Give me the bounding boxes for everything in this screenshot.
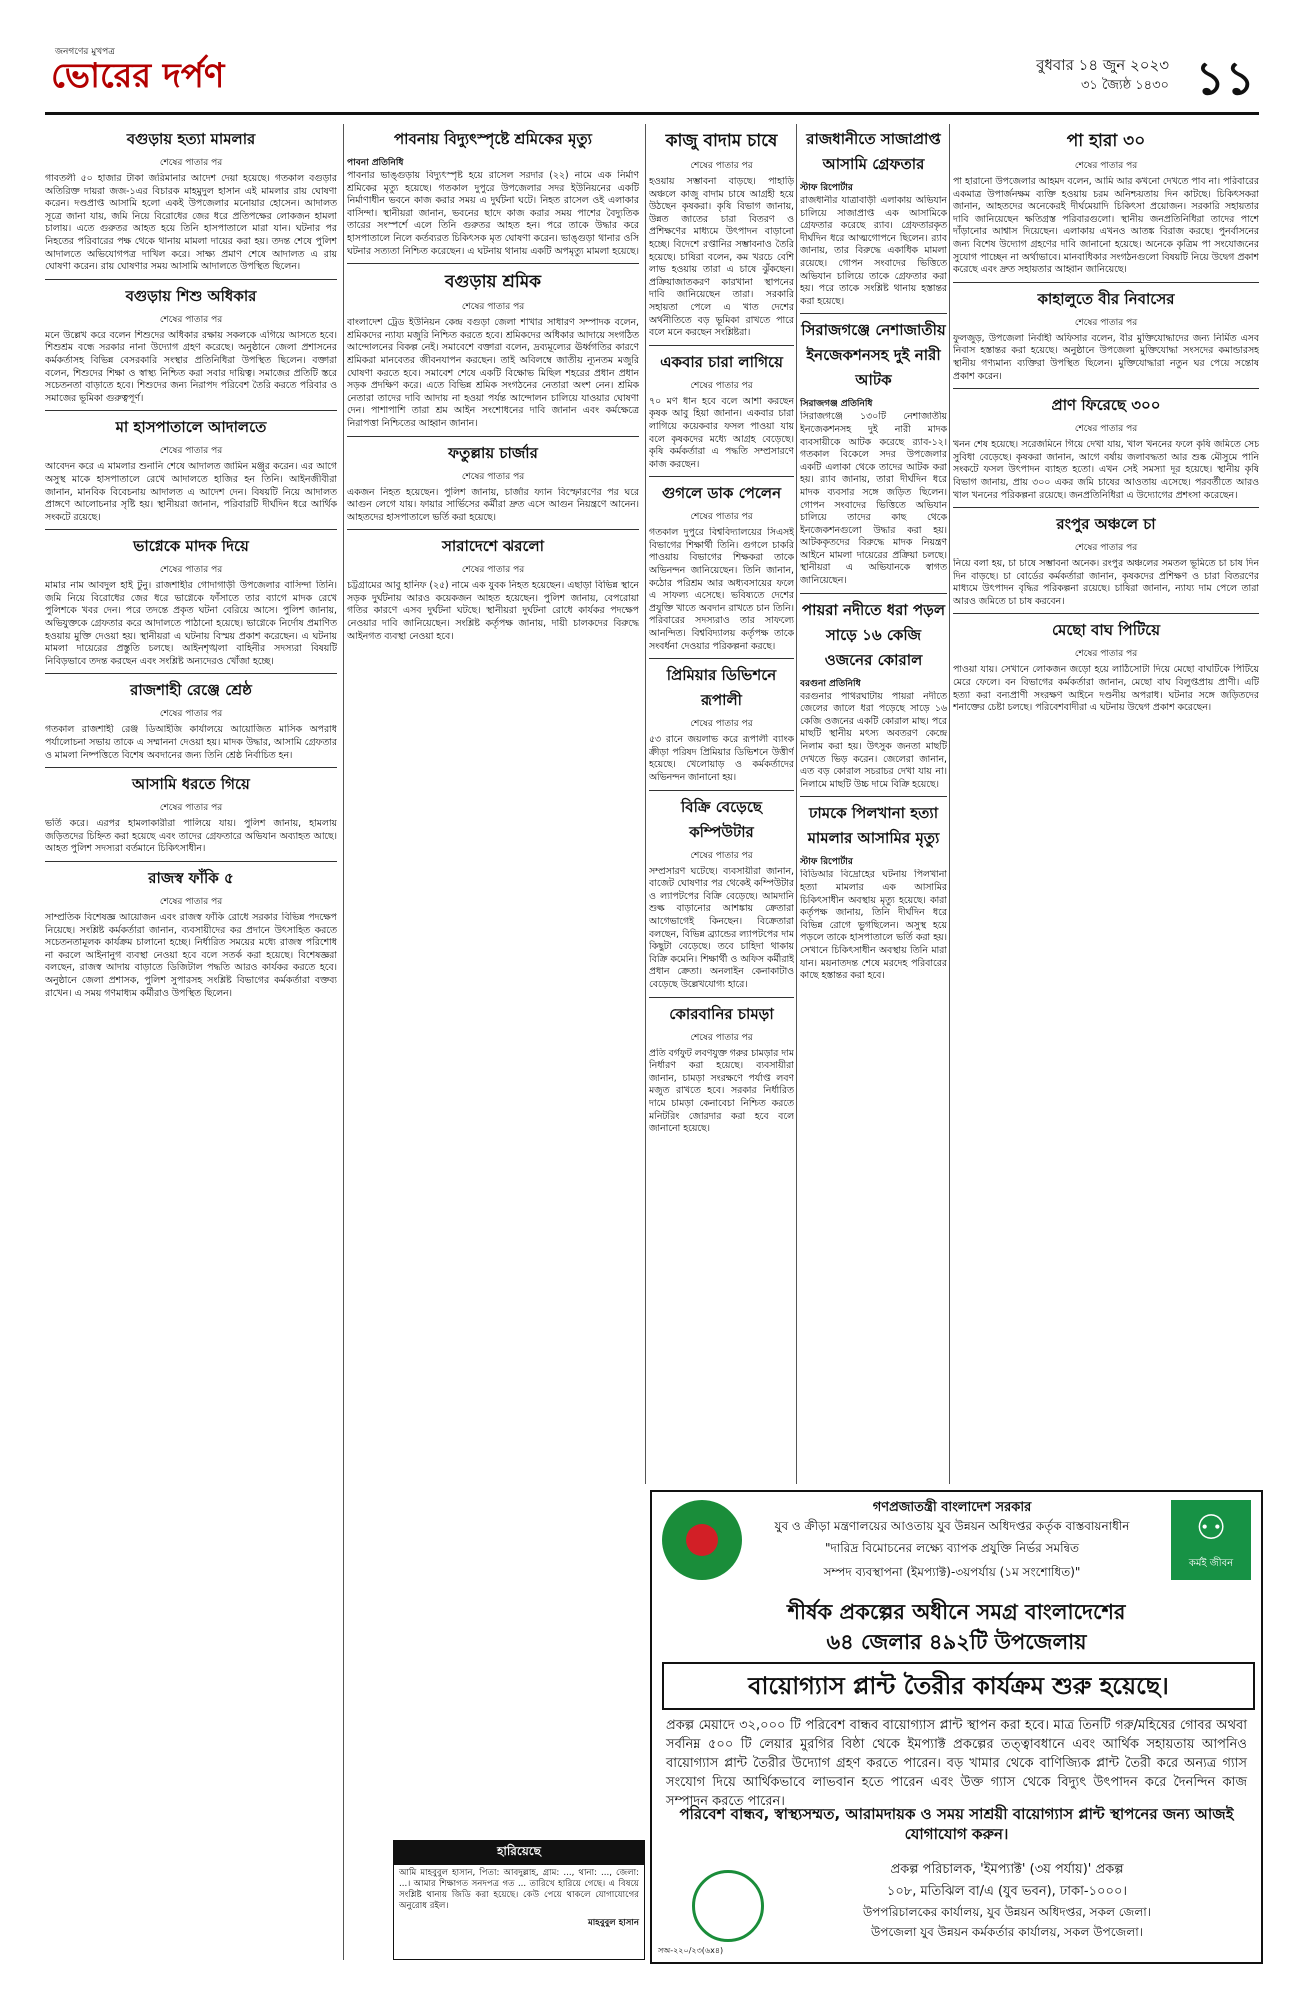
article-headline: সিরাজগঞ্জে নেশাজাতীয় ইনজেকশনসহ দুই নারী আটক — [801, 321, 946, 390]
article-headline: আসামি ধরতে গিয়ে — [132, 775, 250, 794]
article-continuation: শেষের পাতার পর — [159, 803, 223, 814]
ad-address-1: প্রকল্প পরিচালক, 'ইমপ্যাক্ট' (৩য় পর্যায়)' প্রকল্প — [890, 1862, 1124, 1877]
article-byline: সিরাজগঞ্জ প্রতিনিধি — [800, 399, 873, 410]
article-byline: পাবনা প্রতিনিধি — [347, 158, 404, 168]
article-body: ৭০ মণ ধান হবে বলে আশা করছেন কৃষক আবু হিয়া জানান। একবার চারা লাগিয়ে কয়েকবার ফসল পাওয়া যায় বলে কৃষকদের মধ্যে আগ্রহ বেড়েছে। কৃষি কর্মকর্তারা এ পদ্ধতি সম্প্রসারণে কাজ করছেন। — [649, 395, 794, 470]
article-headline: প্রাণ ফিরেছে ৩০০ — [1051, 396, 1161, 415]
column-divider — [343, 124, 344, 1960]
news-article — [347, 436, 639, 525]
article-headline: কোরবানির চামড়া — [669, 1004, 774, 1023]
article-headline: পায়রা নদীতে ধরা পড়ল সাড়ে ১৬ কেজি ওজনের কোরাল — [801, 600, 946, 669]
people-icon: ⚇ — [1195, 1508, 1227, 1548]
article-divider — [649, 997, 794, 998]
article-body: মনে উল্লেখ করে বলেন শিশুদের অধিকার রক্ষায় সকলকে এগিয়ে আসতে হবে। শিশুশ্রম বন্ধে সরকার নানা উদ্যোগ গ্রহণ করেছে। অনুষ্ঠানে জেলা প্রশাসনের কর্মকর্তাসহ বিভিন্ন বেসরকারি সংস্থার প্রতিনিধিরা উপস্থিত ছিলেন। বক্তারা বলেন, শিশুদের শিক্ষা ও স্বাস্থ্য নিশ্চিত করা সবার দায়িত্ব। সমাজের প্রতিটি স্তরে সচেতনতা বাড়াতে হবে। শিশুদের জন্য নিরাপদ পরিবেশ তৈরি করতে পরিবার ও সমাজের ভূমিকা গুরুত্বপূর্ণ। — [45, 329, 337, 404]
article-continuation: শেষের পাতার পর — [159, 897, 223, 907]
news-article — [347, 128, 639, 258]
article-body: পা হারানো উপজেলার আহমদ বলেন, আমি আর কখনো দেখতে পাব না। পরিবারের একমাত্র উপার্জনক্ষম ব্যক্তি হওয়ায় চরম অনিশ্চয়তায় দিন কাটছে। চিকিৎসকরা জানান, আহতদের অনেকেরই দীর্ঘমেয়াদি চিকিৎসা প্রয়োজন। সরকারি সহায়তার দাবি জানিয়েছেন ক্ষতিগ্রস্ত পরিবারগুলো। স্থানীয় জনপ্রতিনিধিরা তাদের পাশে দাঁড়ানোর আশ্বাস দিয়েছেন। এলাকায় এখনও আতঙ্ক বিরাজ করছে। পুনর্বাসনের জন্য বিশেষ উদ্যোগ গ্রহণের দাবি জানানো হয়েছে। অনেকে কৃত্রিম পা সংযোজনের সুযোগ পাচ্ছেন না অর্থাভাবে। মানবাধিকার সংগঠনগুলো বিষয়টি নিয়ে উদ্বেগ প্রকাশ করেছে এবং দ্রুত সহায়তার আহ্বান জানিয়েছে। — [953, 176, 1259, 276]
article-divider — [45, 767, 337, 768]
news-article — [45, 128, 337, 274]
article-headline: রংপুর অঞ্চলে চা — [1056, 515, 1156, 534]
article-headline: ভাগ্নেকে মাদক দিয়ে — [133, 537, 249, 556]
news-article — [45, 767, 337, 856]
article-headline: গুগলে ডাক পেলেন — [661, 484, 782, 503]
article-divider — [649, 345, 794, 346]
article-headline: ফতুল্লায় চার্জার — [448, 443, 538, 462]
article-divider — [649, 476, 794, 477]
article-continuation: শেষের পাতার পর — [1074, 317, 1138, 328]
article-continuation: শেষের পাতার পর — [1074, 424, 1138, 435]
news-article — [800, 128, 947, 308]
article-body: ৫৩ রানে জয়লাভ করে রূপালী ব্যাংক ক্রীড়া পরিষদ প্রিমিয়ার ডিভিশনে উত্তীর্ণ হয়েছে। খেলোয়াড় ও কর্মকর্তাদের অভিনন্দন জানানো হয়। — [649, 734, 794, 783]
article-body: ভর্তি করে। এরপর হামলাকারীরা পালিয়ে যায়। পুলিশ জানায়, হামলায় জড়িতদের চিহ্নিত করা হয়েছে এবং তাদের গ্রেফতারে অভিযান অব্যাহত আছে। আহত পুলিশ সদস্যরা বর্তমানে চিকিৎসাধীন। — [45, 818, 337, 855]
article-headline: বগুড়ায় শিশু অধিকার — [125, 286, 257, 305]
ad-line-6: ৬৪ জেলার ৪৯২টি উপজেলায় — [826, 1629, 1087, 1654]
article-headline: পাবনায় বিদ্যুৎস্পৃষ্টে শ্রমিকের মৃত্যু — [393, 130, 593, 148]
lost-notice-signature: মাহবুবুল হাসান — [587, 1918, 639, 1928]
article-headline: পা হারা ৩০ — [1066, 131, 1146, 151]
news-column — [347, 124, 639, 1836]
article-continuation: শেষের পাতার পর — [159, 446, 223, 457]
news-article — [45, 529, 337, 668]
article-divider — [347, 436, 639, 437]
article-continuation: শেষের পাতার পর — [159, 709, 223, 720]
article-body: হওয়ায় সম্ভাবনা বাড়ছে। পাহাড়ি অঞ্চলে কাজু বাদাম চাষে আগ্রহী হয়ে উঠছেন কৃষকরা। কৃষি বিভাগ জানায়, উন্নত জাতের চারা বিতরণ ও প্রশিক্ষণের মাধ্যমে উৎপাদন বাড়ানো হচ্ছে। বিদেশে রপ্তানির সম্ভাবনাও তৈরি হয়েছে। চাষিরা বলেন, কম খরচে বেশি লাভ হওয়ায় তারা এ চাষে ঝুঁকছেন। প্রক্রিয়াজাতকরণ কারখানা স্থাপনের দাবি জানিয়েছেন তারা। সরকারি সহায়তা পেলে এ খাত দেশের অর্থনীতিতে বড় ভূমিকা রাখতে পারে বলে মনে করছেন সংশ্লিষ্টরা। — [649, 176, 794, 339]
news-article — [953, 388, 1259, 502]
news-article — [347, 263, 639, 430]
article-byline: স্টাফ রিপোর্টার — [800, 183, 853, 193]
article-body: একজন নিহত হয়েছেন। পুলিশ জানায়, চার্জার ফ্যান বিস্ফোরণের পর ঘরে আগুন লেগে যায়। ফায়ার সার্ভিসের কর্মীরা দ্রুত এসে আগুন নিয়ন্ত্রণে আনেন। আহতদের হাসপাতালে ভর্তি করা হয়েছে। — [347, 486, 639, 523]
article-headline: রাজধানীতে সাজাপ্রাপ্ত আসামি গ্রেফতার — [806, 130, 941, 173]
article-divider — [800, 593, 947, 594]
article-body: গতকাল রাজশাহী রেঞ্জ ডিআইজি কার্যালয়ে আয়োজিত মাসিক অপরাধ পর্যালোচনা সভায় তাকে এ সম্মাননা দেওয়া হয়। মাদক উদ্ধার, আসামি গ্রেফতার ও মামলা নিষ্পত্তিতে বিশেষ অবদানের জন্য তিনি শ্রেষ্ঠ নির্বাচিত হন। — [45, 724, 337, 761]
ad-call-to-action: পরিবেশ বান্ধব, স্বাস্থ্যসম্মত, আরামদায়ক ও সময় সাশ্রয়ী বায়োগ্যাস প্লান্ট স্থাপনের জন্য আজই যোগাযোগ করুন। — [679, 1805, 1234, 1843]
news-article — [649, 476, 794, 653]
article-headline: বগুড়ায় হত্যা মামলার — [126, 130, 256, 148]
news-article — [649, 658, 794, 784]
article-body: প্রতি বর্গফুট লবণযুক্ত গরুর চামড়ার দাম নির্ধারণ করা হয়েছে। ব্যবসায়ীরা জানান, চামড়া সংরক্ষণে পর্যাপ্ত লবণ মজুত রাখতে হবে। সরকার নির্ধারিত দামে চামড়া কেনাবেচা নিশ্চিত করতে মনিটরিং জোরদার করা হবে বলে জানানো হয়েছে। — [649, 1047, 794, 1135]
issue-date: বুধবার ১৪ জুন ২০২৩ — [1036, 56, 1169, 74]
news-article — [953, 613, 1259, 714]
lost-notice — [393, 1840, 645, 1960]
news-article — [649, 128, 794, 340]
article-continuation: শেষের পাতার পর — [690, 850, 753, 861]
masthead — [45, 40, 1259, 115]
article-continuation: শেষের পাতার পর — [461, 471, 525, 482]
article-divider — [649, 790, 794, 791]
article-continuation: শেষের পাতার পর — [690, 1032, 753, 1043]
news-article — [347, 529, 639, 643]
ad-line-2: যুব ও ক্রীড়া মন্ত্রণালয়ের আওতায় যুব উন্নয়ন অধিদপ্তর কর্তৃক বাস্তবায়নাধীন — [774, 1519, 1130, 1533]
news-article — [45, 673, 337, 762]
bangla-date: ৩১ জ্যৈষ্ঠ ১৪৩০ — [1080, 78, 1169, 93]
article-headline: রাজশাহী রেঞ্জে শ্রেষ্ঠ — [130, 681, 252, 700]
news-article — [649, 790, 794, 992]
article-body: বাংলাদেশ ট্রেড ইউনিয়ন কেন্দ্র বগুড়া জেলা শাখার সাধারণ সম্পাদক বলেন, শ্রমিকদের ন্যায্য মজুরি নিশ্চিত করতে হবে। শ্রমিকদের অধিকার আদায়ে সংগঠিত আন্দোলনের বিকল্প নেই। সমাবেশে বক্তারা বলেন, দ্রব্যমূল্যের ঊর্ধ্বগতির কারণে শ্রমিকরা মানবেতর জীবনযাপন করছেন। তাই অবিলম্বে জাতীয় ন্যূনতম মজুরি ঘোষণা করতে হবে। সমাবেশ শেষে একটি বিক্ষোভ মিছিল শহরের প্রধান প্রধান সড়ক প্রদক্ষিণ করে। এতে বিভিন্ন শ্রমিক সংগঠনের নেতারা অংশ নেন। শ্রমিক নেতারা তাদের দাবি আদায় না হওয়া পর্যন্ত আন্দোলন চালিয়ে যাওয়ার ঘোষণা দেন। পাশাপাশি তারা শ্রম আইন সংশোধনের দাবি জানান এবং কর্মক্ষেত্রে নিরাপত্তা নিশ্চিতের আহ্বান জানান। — [347, 317, 639, 429]
article-body: পাবনার ভাঙ্গুড়ায় বিদ্যুৎস্পৃষ্ট হয়ে রাসেল সরদার (২২) নামে এক নির্মাণ শ্রমিকের মৃত্যু হয়েছে। গতকাল দুপুরে উপজেলার সদর ইউনিয়নের একটি নির্মাণাধীন ভবনে কাজ করার সময় এ দুর্ঘটনা ঘটে। নিহত রাসেল ওই এলাকার বাসিন্দা। স্থানীয়রা জানান, ভবনের ছাদে কাজ করার সময় পাশের বৈদ্যুতিক তারের সংস্পর্শে এলে তিনি গুরুতর আহত হন। পরে তাকে উদ্ধার করে হাসপাতালে নিলে কর্তব্যরত চিকিৎসক মৃত ঘোষণা করেন। ভাঙ্গুড়া থানার ওসি ঘটনার সত্যতা নিশ্চিত করেছেন। এ ঘটনায় থানায় একটি অপমৃত্যু মামলা হয়েছে। — [347, 170, 639, 257]
article-headline: সারাদেশে ঝরলো — [441, 537, 545, 556]
ad-body: প্রকল্প মেয়াদে ৩২,০০০ টি পরিবেশ বান্ধব বায়োগ্যাস প্লান্ট স্থাপন করা হবে। মাত্র তিনটি গরু/মহিষের গোবর অথবা সর্বনিম্ন ৫০০ টি লেয়ার মুরগির বিষ্ঠা থেকে ইমপ্যাক্ট প্রকল্পের তত্ত্বাবধানে এবং আর্থিক সহায়তায় আপনিও বায়োগ্যাস প্লান্ট তৈরীর উদ্যোগ গ্রহণ করতে পারেন। বড় খামার থেকে বাণিজ্যিক প্লান্ট তৈরী করে অন্যত্র গ্যাস সংযোগ দিয়ে আর্থিকভাবে লাভবান হতে পারেন এবং উক্ত গ্যাস থেকে বিদ্যুৎ উৎপাদন করে দৈনন্দিন কাজ সম্পাদন করতে পারেন। — [666, 1718, 1247, 1809]
article-body: খনন শেষ হয়েছে। সরেজমিনে গিয়ে দেখা যায়, খাল খননের ফলে কৃষি জমিতে সেচ সুবিধা বেড়েছে। কৃষকরা জানান, আগে বর্ষায় জলাবদ্ধতা আর শুষ্ক মৌসুমে পানি সংকটে ফসল উৎপাদন ব্যাহত হতো। এখন সেই সমস্যা দূর হয়েছে। স্থানীয় কৃষি বিভাগ জানায়, প্রায় ৩০০ একর জমি চাষের আওতায় এসেছে। পরবর্তীতে আরও খাল খননের পরিকল্পনা রয়েছে। জনপ্রতিনিধিরা এ উদ্যোগের প্রশংসা করেছেন। — [953, 439, 1259, 501]
ad-address-4: উপজেলা যুব উন্নয়ন কর্মকর্তার কার্যালয়, সকল উপজেলা। — [870, 1925, 1144, 1939]
lost-notice-text: আমি মাহবুবুল হাসান, পিতা: আবদুল্লাহ, গ্রাম: ..., থানা: ..., জেলা: ...। আমার শিক্ষাগত সনদপত্র গত ... তারিখে হারিয়ে গেছে। এ বিষয়ে সংশ্লিষ্ট থানায় জিডি করা হয়েছে। কেউ পেয়ে থাকলে যোগাযোগের অনুরোধ রইল। — [399, 1868, 639, 1911]
article-body: চট্টগ্রামের আবু হানিফ (২৫) নামে এক যুবক নিহত হয়েছেন। এছাড়া বিভিন্ন স্থানে সড়ক দুর্ঘটনায় আরও কয়েকজন আহত হয়েছেন। পুলিশ জানায়, বেপরোয়া গতির কারণে এসব দুর্ঘটনা ঘটছে। স্থানীয়রা দুর্ঘটনা রোধে কার্যকর পদক্ষেপ নেওয়ার দাবি জানিয়েছেন। সংশ্লিষ্ট কর্তৃপক্ষ জানায়, দায়ী চালকদের বিরুদ্ধে আইনগত ব্যবস্থা নেওয়া হবে। — [347, 580, 639, 642]
article-body: বরগুনার পাথরঘাটায় পায়রা নদীতে জেলের জালে ধরা পড়েছে সাড়ে ১৬ কেজি ওজনের একটি কোরাল মাছ। পরে মাছটি স্থানীয় মৎস্য অবতরণ কেন্দ্রে নিলাম করা হয়। উৎসুক জনতা মাছটি দেখতে ভিড় করেন। জেলেরা জানান, এত বড় কোরাল সচরাচর দেখা যায় না। নিলামে মাছটি উচ্চ দামে বিক্রি হয়েছে। — [800, 690, 947, 790]
article-divider — [800, 796, 947, 797]
news-article — [45, 410, 337, 524]
article-headline: মেছো বাঘ পিটিয়ে — [1051, 621, 1161, 640]
news-article — [800, 593, 947, 792]
news-article — [800, 796, 947, 982]
news-article — [953, 282, 1259, 383]
newspaper-logo: ভোরের দর্পণ — [51, 56, 225, 96]
article-continuation: শেষের পাতার পর — [1074, 543, 1138, 554]
news-article — [45, 279, 337, 406]
article-headline: বগুড়ায় শ্রমিক — [444, 272, 542, 293]
article-divider — [45, 673, 337, 674]
article-body: আবেদন করে এ মামলার শুনানি শেষে আদালত জামিন মঞ্জুর করেন। এর আগে অসুস্থ মাকে হাসপাতালে রেখে আদালতে হাজির হন তিনি। আইনজীবীরা জানান, মানবিক বিবেচনায় আদালত এ আদেশ দেন। বিষয়টি নিয়ে আদালত প্রাঙ্গণে আলোচনার সৃষ্টি হয়। স্থানীয়রা জানান, পরিবারটি দীর্ঘদিন ধরে আর্থিক সংকটে রয়েছে। — [45, 461, 337, 523]
article-divider — [649, 658, 794, 659]
article-body: গতকাল দুপুরে বিশ্ববিদ্যালয়ের সিএসই বিভাগের শিক্ষার্থী তিনি। গুগলে চাকরি পাওয়ায় বিভাগের শিক্ষকরা তাকে অভিনন্দন জানিয়েছেন। তিনি জানান, কঠোর পরিশ্রম আর অধ্যবসায়ের ফলে এ সাফল্য এসেছে। ভবিষ্যতে দেশের প্রযুক্তি খাতে অবদান রাখতে চান তিনি। পরিবারের সদস্যরাও তার সাফল্যে আনন্দিত। বিশ্ববিদ্যালয় কর্তৃপক্ষ তাকে সংবর্ধনা দেওয়ার পরিকল্পনা করছে। — [649, 527, 794, 652]
biogas-advertisement — [650, 1490, 1263, 1964]
article-divider — [347, 529, 639, 530]
news-article — [953, 507, 1259, 608]
article-body: নিয়ে বলা হয়, চা চাষে সম্ভাবনা অনেক। রংপুর অঞ্চলের সমতল ভূমিতে চা চাষ দিন দিন বাড়ছে। চা বোর্ডের কর্মকর্তারা জানান, কৃষকদের প্রশিক্ষণ ও চারা বিতরণের মাধ্যমে উৎপাদন বৃদ্ধির পরিকল্পনা রয়েছে। চাষিরা জানান, ন্যায্য দাম পেলে তারা আরও জমিতে চা চাষ করবেন। — [953, 558, 1259, 607]
ad-line-4: সম্পদ ব্যবস্থাপনা (ইমপ্যাক্ট)-৩য়পর্যায় (১ম সংশোধিত)" — [823, 1565, 1081, 1579]
ad-address-3: উপপরিচালকের কার্যালয়, যুব উন্নয়ন অধিদপ্তর, সকল জেলা। — [862, 1905, 1152, 1919]
article-divider — [800, 313, 947, 314]
article-continuation: শেষের পাতার পর — [159, 314, 223, 325]
article-body: মামার নাম আবদুল হাই টুনু। রাজশাহীর গোদাগাড়ী উপজেলার বাসিন্দা তিনি। জমি নিয়ে বিরোধের জের ধরে ভাগ্নেকে ফাঁসাতে তার ব্যাগে মাদক রেখে পুলিশকে খবর দেন। পরে তদন্তে প্রকৃত ঘটনা বেরিয়ে আসে। পুলিশ জানায়, অভিযুক্তকে গ্রেফতার করে আদালতে পাঠানো হয়েছে। ভাগ্নেকে নির্দোষ প্রমাণিত হওয়ায় মুক্তি দেওয়া হয়। স্থানীয়রা এ ঘটনায় বিস্ময় প্রকাশ করেছেন। এ ঘটনায় মামলা দায়েরের প্রস্তুতি চলছে। আইনশৃঙ্খলা বাহিনীর সদস্যরা বিষয়টি নিবিড়ভাবে তদন্ত করছেন এবং সংশ্লিষ্ট অন্যদেরও খোঁজা হচ্ছে। — [45, 580, 337, 667]
article-divider — [953, 282, 1259, 283]
article-continuation: শেষের পাতার পর — [690, 719, 753, 730]
article-divider — [953, 507, 1259, 508]
government-emblem-icon — [662, 1500, 742, 1580]
article-continuation: শেষের পাতার পর — [690, 512, 753, 523]
article-divider — [347, 263, 639, 264]
article-continuation: শেষের পাতার পর — [461, 302, 525, 313]
article-byline: স্টাফ রিপোর্টার — [800, 857, 853, 868]
article-body: সাম্প্রতিক বিশেষজ্ঞ আয়োজন এবং রাজস্ব ফাঁকি রোধে সরকার বিভিন্ন পদক্ষেপ নিয়েছে। সংশ্লিষ্ট কর্মকর্তারা জানান, ব্যবসায়ীদের কর প্রদানে উৎসাহিত করতে সচেতনতামূলক কার্যক্রম চালানো হচ্ছে। নির্ধারিত সময়ের মধ্যে রাজস্ব পরিশোধ না করলে আইনানুগ ব্যবস্থা নেওয়া হবে বলে সতর্ক করা হয়েছে। বিশেষজ্ঞরা বলছেন, রাজস্ব আদায় বাড়াতে ডিজিটাল পদ্ধতি আরও কার্যকর করতে হবে। অনুষ্ঠানে জেলা প্রশাসক, পুলিশ সুপারসহ সংশ্লিষ্ট বিভাগের কর্মকর্তারা বক্তব্য রাখেন। এ সময় গণমাধ্যম কর্মীরাও উপস্থিত ছিলেন। — [45, 912, 337, 999]
article-continuation: শেষের পাতার পর — [690, 380, 753, 391]
article-headline: কাহালুতে বীর নিবাসের — [1037, 289, 1175, 308]
article-divider — [953, 613, 1259, 614]
column-divider — [949, 124, 950, 1484]
logo-label: কর্মই জীবন — [1188, 1558, 1234, 1569]
article-body: সম্প্রসারণ ঘটেছে। ব্যবসায়ীরা জানান, বাজেট ঘোষণার পর থেকেই কম্পিউটার ও ল্যাপটপের বিক্রি বেড়েছে। আমদানি শুল্ক বাড়ানোর আশঙ্কায় ক্রেতারা আগেভাগেই কিনছেন। বিক্রেতারা বলছেন, বিভিন্ন ব্র্যান্ডের ল্যাপটপের দাম কিছুটা বেড়েছে। তবে চাহিদা থাকায় বিক্রি কমেনি। শিক্ষার্থী ও অফিস কর্মীরাই প্রধান ক্রেতা। অনলাইন কেনাকাটাও বেড়েছে উল্লেখযোগ্য হারে। — [649, 865, 794, 990]
masthead-tagline: জনগণের মুখপত্র — [55, 47, 115, 57]
article-headline: প্রিমিয়ার ডিভিশনে রূপালী — [666, 666, 777, 710]
news-article — [649, 997, 794, 1136]
news-column — [800, 124, 947, 1484]
article-continuation: শেষের পাতার পর — [159, 565, 223, 576]
article-continuation: শেষের পাতার পর — [1074, 649, 1138, 660]
news-column — [45, 124, 337, 1960]
project-seal-icon — [692, 1870, 764, 1942]
news-article — [45, 861, 337, 1000]
article-headline: বিক্রি বেড়েছে কম্পিউটার — [681, 797, 762, 841]
column-divider — [645, 124, 646, 1484]
article-body: পাওয়া যায়। সেখানে লোকজন জড়ো হয়ে লাঠিসোটা দিয়ে মেছো বাঘটিকে পিটিয়ে মেরে ফেলে। বন বিভাগের কর্মকর্তারা জানান, মেছো বাঘ বিলুপ্তপ্রায় প্রাণী। এটি হত্যা করা বন্যপ্রাণী সংরক্ষণ আইনে দণ্ডনীয় অপরাধ। ঘটনার সঙ্গে জড়িতদের শনাক্তের চেষ্টা চলছে। পরিবেশবাদীরা এ ঘটনায় উদ্বেগ প্রকাশ করেছেন। — [953, 664, 1259, 714]
article-headline: ঢামকে পিলখানা হত্যা মামলার আসামির মৃত্যু — [807, 804, 940, 848]
ad-line-5: শীর্ষক প্রকল্পের অধীনে সমগ্র বাংলাদেশের — [787, 1599, 1126, 1624]
article-headline: একবার চারা লাগিয়ে — [660, 352, 783, 371]
ad-line-3: "দারিদ্র বিমোচনের লক্ষ্যে ব্যাপক প্রযুক্তি নির্ভর সমন্বিত — [825, 1541, 1079, 1555]
article-headline: মা হাসপাতালে আদালতে — [115, 418, 267, 437]
article-continuation: শেষের পাতার পর — [461, 565, 525, 576]
ad-code: সঅ-২২০/২৩(৬x৪) — [658, 1946, 724, 1955]
column-divider — [796, 124, 797, 1484]
article-continuation: শেষের পাতার পর — [690, 161, 753, 171]
article-divider — [45, 529, 337, 530]
page-number: ১১ — [1195, 51, 1255, 105]
article-divider — [45, 279, 337, 280]
news-article — [953, 128, 1259, 277]
article-divider — [953, 388, 1259, 389]
article-body: বিডিআর বিদ্রোহের ঘটনায় পিলখানা হত্যা মামলার এক আসামির চিকিৎসাধীন অবস্থায় মৃত্যু হয়েছে। কারা কর্তৃপক্ষ জানায়, তিনি দীর্ঘদিন ধরে বিভিন্ন রোগে ভুগছিলেন। অসুস্থ হয়ে পড়লে তাকে হাসপাতালে ভর্তি করা হয়। সেখানে চিকিৎসাধীন অবস্থায় তিনি মারা যান। ময়নাতদন্ত শেষে মরদেহ পরিবারের কাছে হস্তান্তর করা হবে। — [800, 869, 947, 982]
news-column — [953, 124, 1259, 1484]
ad-banner: বায়োগ্যাস প্লান্ট তৈরীর কার্যক্রম শুরু হয়েছে। — [662, 1662, 1255, 1710]
article-body: গাবতলী ৫০ হাজার টাকা জরিমানার আদেশ দেয়া হয়েছে। গতকাল বগুড়ার অতিরিক্ত দায়রা জজ-১এর বিচারক মাহমুদুল হাসান এই মামলার রায় ঘোষণা করেন। দণ্ডপ্রাপ্ত আসামি হলো একই উপজেলার মনোয়ার হোসেন। আদালত সূত্রে জানা যায়, জমি নিয়ে বিরোধের জের ধরে প্রতিপক্ষের লোকজন হামলা চালায়। এতে গুরুতর আহত হয়ে তিনি হাসপাতালে মারা যান। ঘটনার পর নিহতের পরিবারের পক্ষ থেকে থানায় মামলা দায়ের করা হয়। তদন্ত শেষে পুলিশ আদালতে অভিযোগপত্র দাখিল করে। সাক্ষ্য প্রমাণ শেষে আদালত এ রায় ঘোষণা করেন। রায় ঘোষণার সময় আসামি আদালতে উপস্থিত ছিলেন। — [45, 173, 337, 273]
article-divider — [45, 861, 337, 862]
ad-address-2: ১০৮, মতিঝিল বা/এ (যুব ভবন), ঢাকা-১০০০। — [886, 1884, 1128, 1899]
ad-line-1: গণপ্রজাতন্ত্রী বাংলাদেশ সরকার — [872, 1500, 1032, 1515]
article-body: সিরাজগঞ্জে ১৩০টি নেশাজাতীয় ইনজেকশনসহ দুই নারী মাদক ব্যবসায়ীকে আটক করেছে র‍্যাব-১২। গতকাল বিকেলে সদর উপজেলার একটি এলাকা থেকে তাদের আটক করা হয়। র‍্যাব জানায়, তারা দীর্ঘদিন ধরে মাদক ব্যবসার সঙ্গে জড়িত ছিলেন। গোপন সংবাদের ভিত্তিতে অভিযান চালিয়ে তাদের কাছ থেকে ইনজেকশনগুলো উদ্ধার করা হয়। আটককৃতদের বিরুদ্ধে মাদক নিয়ন্ত্রণ আইনে মামলা দায়েরের প্রক্রিয়া চলছে। স্থানীয়রা এ অভিযানকে স্বাগত জানিয়েছেন। — [800, 411, 947, 587]
article-divider — [45, 410, 337, 411]
news-article — [649, 345, 794, 472]
news-column — [649, 124, 794, 1484]
karmoi-jibon-logo — [1171, 1500, 1251, 1580]
article-headline: কাজু বাদাম চাষে — [665, 131, 778, 151]
article-byline: বরগুনা প্রতিনিধি — [800, 678, 861, 689]
article-headline: রাজস্ব ফাঁকি ৫ — [148, 869, 234, 887]
article-continuation: শেষের পাতার পর — [159, 158, 223, 168]
lost-notice-heading: হারিয়েছে — [394, 1841, 644, 1865]
article-continuation: শেষের পাতার পর — [1074, 161, 1138, 171]
news-article — [800, 313, 947, 587]
article-body: রাজধানীর যাত্রাবাড়ী এলাকায় অভিযান চালিয়ে সাজাপ্রাপ্ত এক আসামিকে গ্রেফতার করেছে র‍্যাব। গ্রেফতারকৃত দীর্ঘদিন ধরে আত্মগোপনে ছিলেন। র‍্যাব জানায়, তার বিরুদ্ধে একাধিক মামলা রয়েছে। গোপন সংবাদের ভিত্তিতে অভিযান চালিয়ে তাকে গ্রেফতার করা হয়। পরে তাকে সংশ্লিষ্ট থানায় হস্তান্তর করা হয়েছে। — [800, 195, 947, 307]
article-body: ফুলজুড়, উপজেলা নির্বাহী অফিসার বলেন, বীর মুক্তিযোদ্ধাদের জন্য নির্মিত এসব নিবাস হস্তান্তর করা হয়েছে। অনুষ্ঠানে উপজেলা মুক্তিযোদ্ধা সংসদের কমান্ডারসহ স্থানীয় গণ্যমান্য ব্যক্তিরা উপস্থিত ছিলেন। মুক্তিযোদ্ধারা নতুন ঘর পেয়ে সন্তোষ প্রকাশ করেন। — [953, 332, 1259, 382]
newspaper-page — [45, 40, 1259, 1960]
